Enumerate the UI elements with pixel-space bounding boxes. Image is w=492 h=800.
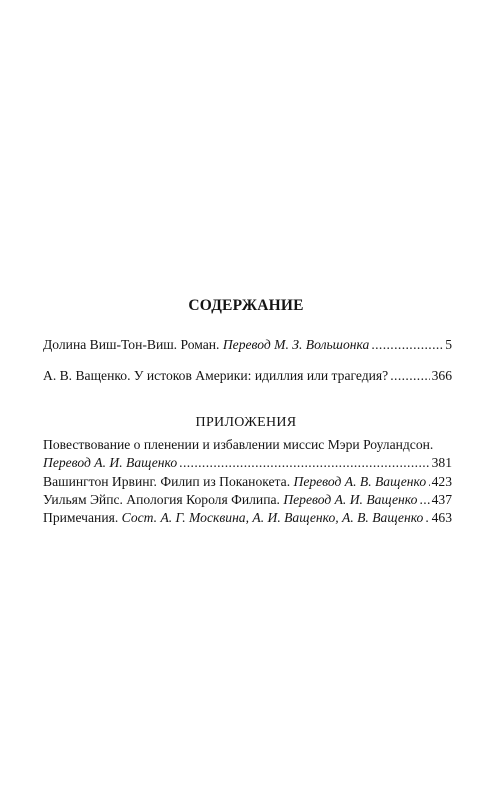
entry-translator: Перевод А. И. Ващенко — [283, 492, 418, 507]
entry-page-number: 366 — [431, 368, 452, 383]
toc-entry — [43, 491, 452, 509]
entry-page-number: 437 — [431, 492, 452, 507]
entry-title: Уильям Эйпс. Апология Короля Филипа. — [43, 492, 280, 507]
toc-entry — [43, 436, 452, 472]
toc-entry — [43, 367, 452, 385]
leader-dots — [390, 367, 429, 385]
entry-page-number: 5 — [445, 337, 452, 352]
entry-title: Примечания. — [43, 510, 119, 525]
entry-title: Вашингтон Ирвинг. Филип из Поканокета. — [43, 474, 291, 489]
leader-dots — [371, 336, 443, 354]
entry-page-number: 463 — [431, 510, 452, 525]
leader-dots — [419, 491, 429, 509]
entry-translator: Сост. А. Г. Москвина, А. И. Ващенко, А. В. Ващенко — [121, 510, 424, 525]
entry-page-number: 423 — [431, 474, 452, 489]
toc-entry — [43, 473, 452, 491]
toc-entry — [43, 509, 452, 527]
appendix-heading: ПРИЛОЖЕНИЯ — [195, 415, 297, 430]
leader-dots — [425, 509, 429, 527]
entry-translator: Перевод А. И. Ващенко — [43, 455, 178, 470]
entry-page-number: 381 — [431, 455, 452, 470]
entry-title: Долина Виш-Тон-Виш. Роман. — [43, 337, 220, 352]
entry-translator: Перевод А. В. Ващенко — [293, 474, 427, 489]
toc-heading: СОДЕРЖАНИЕ — [188, 297, 304, 314]
toc-entry — [43, 336, 452, 354]
entry-translator: Перевод М. З. Вольшонка — [222, 337, 370, 352]
leader-dots — [428, 473, 429, 491]
entry-title: Повествование о пленении и избавлении миссис Мэри Роуландсон. — [43, 437, 434, 452]
entry-title: А. В. Ващенко. У истоков Америки: идиллия или трагедия? — [43, 368, 389, 383]
leader-dots — [179, 454, 429, 472]
